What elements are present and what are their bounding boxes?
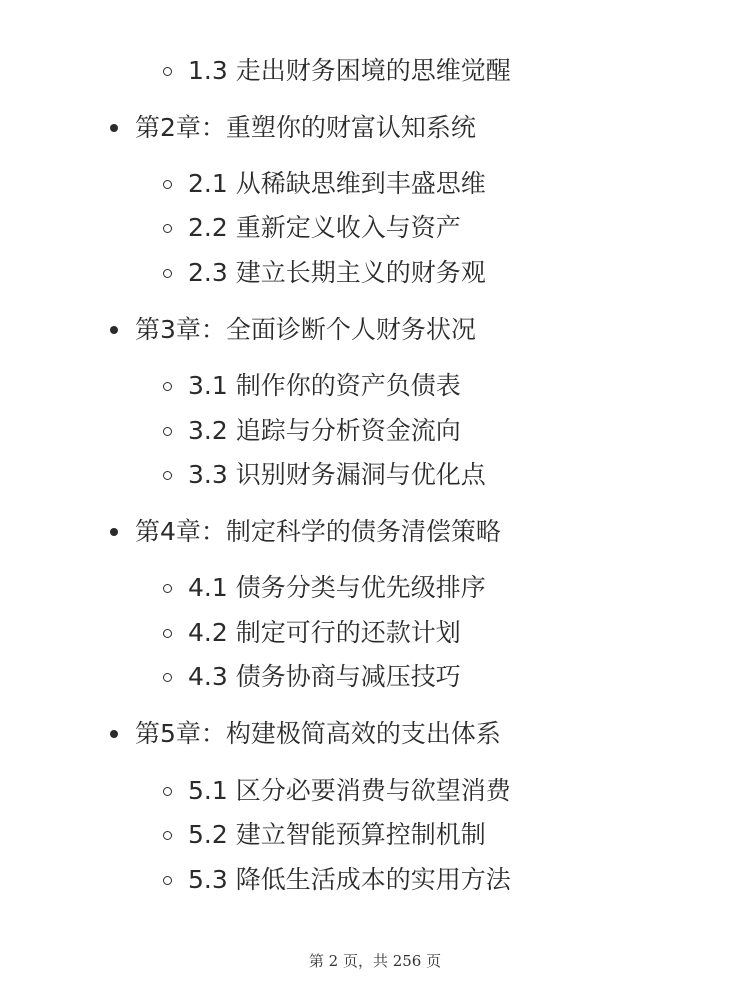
toc-entry-2-2	[163, 212, 461, 244]
toc-entry-5-2	[163, 819, 486, 851]
toc-entry-4-3	[163, 661, 461, 693]
filled-bullet-icon	[110, 528, 118, 536]
toc-entry-3-2	[163, 415, 461, 447]
hollow-bullet-icon	[163, 224, 172, 233]
toc-entry-5-3	[163, 864, 511, 896]
page-number-footer: 第 2 页，共 256 页	[308, 952, 442, 970]
toc-entry-3-1	[163, 370, 461, 402]
toc-chapter-2	[110, 112, 476, 144]
toc-entry-text: 3.1 制作你的资产负债表	[188, 371, 461, 400]
toc-entry-2-1	[163, 168, 486, 200]
toc-entry-text: 5.2 建立智能预算控制机制	[188, 820, 486, 849]
toc-entry-4-1	[163, 572, 486, 604]
hollow-bullet-icon	[163, 629, 172, 638]
toc-entry-text: 5.1 区分必要消费与欲望消费	[188, 776, 511, 805]
filled-bullet-icon	[110, 730, 118, 738]
toc-entry-text: 4.2 制定可行的还款计划	[188, 618, 461, 647]
toc-entry-5-1	[163, 775, 511, 807]
toc-entry-text: 4.3 债务协商与减压技巧	[188, 662, 461, 691]
hollow-bullet-icon	[163, 584, 172, 593]
hollow-bullet-icon	[163, 382, 172, 391]
toc-entry-4-2	[163, 617, 461, 649]
toc-chapter-text: 第3章：全面诊断个人财务状况	[135, 315, 476, 344]
toc-entry-text: 2.1 从稀缺思维到丰盛思维	[188, 169, 486, 198]
toc-entry-2-3	[163, 257, 486, 289]
toc-entry-text: 2.2 重新定义收入与资产	[188, 213, 461, 242]
filled-bullet-icon	[110, 326, 118, 334]
filled-bullet-icon	[110, 124, 118, 132]
toc-entry-1-3	[163, 55, 511, 87]
toc-chapter-5	[110, 718, 501, 750]
hollow-bullet-icon	[163, 876, 172, 885]
toc-chapter-text: 第2章：重塑你的财富认知系统	[135, 113, 476, 142]
toc-chapter-3	[110, 314, 476, 346]
toc-entry-text: 2.3 建立长期主义的财务观	[188, 258, 486, 287]
hollow-bullet-icon	[163, 471, 172, 480]
toc-chapter-4	[110, 516, 501, 548]
toc-entry-text: 3.3 识别财务漏洞与优化点	[188, 460, 486, 489]
hollow-bullet-icon	[163, 269, 172, 278]
toc-entry-text: 5.3 降低生活成本的实用方法	[188, 865, 511, 894]
hollow-bullet-icon	[163, 180, 172, 189]
hollow-bullet-icon	[163, 67, 172, 76]
toc-entry-text: 3.2 追踪与分析资金流向	[188, 416, 461, 445]
toc-entry-text: 1.3 走出财务困境的思维觉醒	[188, 56, 511, 85]
toc-chapter-text: 第4章：制定科学的债务清偿策略	[135, 517, 501, 546]
toc-chapter-text: 第5章：构建极简高效的支出体系	[135, 719, 501, 748]
toc-entry-text: 4.1 债务分类与优先级排序	[188, 573, 486, 602]
hollow-bullet-icon	[163, 427, 172, 436]
hollow-bullet-icon	[163, 673, 172, 682]
toc-entry-3-3	[163, 459, 486, 491]
hollow-bullet-icon	[163, 787, 172, 796]
hollow-bullet-icon	[163, 831, 172, 840]
